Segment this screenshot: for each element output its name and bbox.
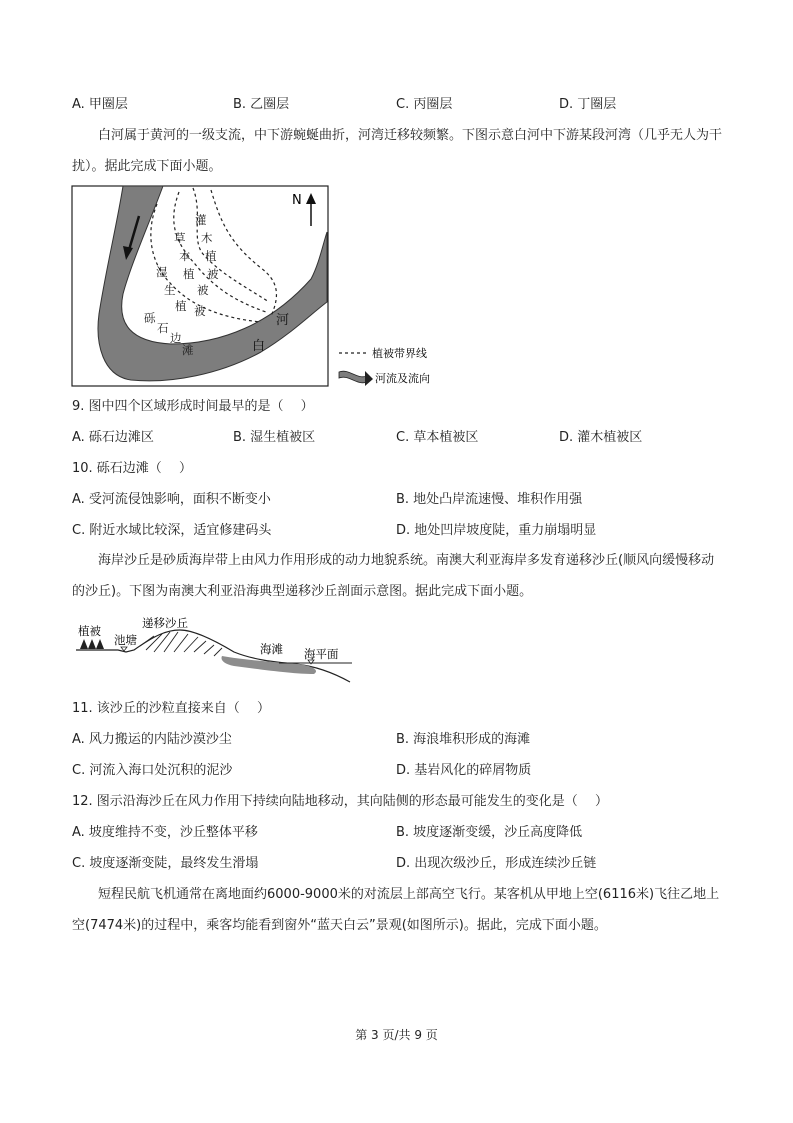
beach-label: 海滩 xyxy=(260,642,283,656)
q11-option-d: D. 基岩风化的碎屑物质 xyxy=(396,763,532,778)
q8-option-a: A. 甲圈层 xyxy=(72,97,128,112)
q9-option-c: C. 草本植被区 xyxy=(396,430,479,445)
q12-option-d: D. 出现次级沙丘，形成连续沙丘链 xyxy=(396,856,597,871)
gravel-char-2: 石 xyxy=(157,321,169,335)
trees-icon xyxy=(80,639,104,649)
q10-option-a: A. 受河流侵蚀影响，面积不断变小 xyxy=(72,492,271,507)
vegetation-label: 植被 xyxy=(78,624,101,638)
legend-river-icon xyxy=(339,371,373,386)
river-name-char-2: 白 xyxy=(252,339,266,354)
q9-option-d: D. 灌木植被区 xyxy=(559,430,643,445)
q10-option-d: D. 地处凹岸坡度陡，重力崩塌明显 xyxy=(396,523,597,538)
dune-profile-diagram xyxy=(74,612,354,688)
passage-aircraft: 短程民航飞机通常在离地面约6000-9000米的对流层上部高空飞行。某客机从甲地上空(6116米)飞往乙地上空(7474米)的过程中，乘客均能看到窗外“蓝天白云”景观(如图所示)。据此，完成下面小题。 xyxy=(72,887,720,933)
q12-stem: 12. 图示沿海沙丘在风力作用下持续向陆地移动，其向陆侧的形态最可能发生的变化是（ ） xyxy=(72,794,608,809)
q11-option-c: C. 河流入海口处沉积的泥沙 xyxy=(72,763,233,778)
q11-stem: 11. 该沙丘的沙粒直接来自（ ） xyxy=(72,701,270,716)
herb-char-1: 草 xyxy=(174,231,186,245)
river-bend-map xyxy=(71,184,451,389)
q12-option-c: C. 坡度逐渐变陡，最终发生滑塌 xyxy=(72,856,259,871)
q9-option-a: A. 砾石边滩区 xyxy=(72,430,154,445)
gravel-char-4: 滩 xyxy=(182,343,194,357)
wet-char-2: 生 xyxy=(164,283,176,297)
herb-char-2: 本 xyxy=(179,249,191,263)
beach-deposit xyxy=(222,656,317,674)
q11-option-b: B. 海浪堆积形成的海滩 xyxy=(396,732,531,747)
pond-label: 池塘 xyxy=(114,633,137,647)
shrub-char-1: 灌 xyxy=(195,213,207,227)
wet-char-3: 植 xyxy=(175,299,187,313)
passage-river: 白河属于黄河的一级支流，中下游蜿蜒曲折，河湾迁移较频繁。下图示意白河中下游某段河湾（几乎无人为干扰）。据此完成下面小题。 xyxy=(72,128,723,174)
river-name-char-1: 河 xyxy=(276,313,290,328)
north-label: N xyxy=(292,193,302,208)
legend-boundary-label: 植被带界线 xyxy=(372,347,427,360)
q9-stem: 9. 图中四个区域形成时间最早的是（ ） xyxy=(72,399,314,414)
dune-hatching xyxy=(140,632,222,656)
q9-option-b: B. 湿生植被区 xyxy=(233,430,316,445)
dune-label: 递移沙丘 xyxy=(142,616,188,630)
q8-option-d: D. 丁圈层 xyxy=(559,97,617,112)
q10-option-c: C. 附近水域比较深，适宜修建码头 xyxy=(72,523,272,538)
sea-level-label: 海平面 xyxy=(304,647,339,661)
q11-option-a: A. 风力搬运的内陆沙漠沙尘 xyxy=(72,732,232,747)
wet-char-4: 被 xyxy=(194,304,206,318)
q12-option-b: B. 坡度逐渐变缓，沙丘高度降低 xyxy=(396,825,583,840)
gravel-char-3: 边 xyxy=(170,331,182,345)
q10-option-b: B. 地处凸岸流速慢、堆积作用强 xyxy=(396,492,583,507)
q12-option-a: A. 坡度维持不变，沙丘整体平移 xyxy=(72,825,258,840)
page-number: 第 3 页/共 9 页 xyxy=(355,1028,438,1042)
shrub-char-3: 植 xyxy=(205,249,217,263)
wet-char-1: 湿 xyxy=(156,265,168,279)
shrub-char-4: 被 xyxy=(207,267,219,281)
passage-dune: 海岸沙丘是砂质海岸带上由风力作用形成的动力地貌系统。南澳大利亚海岸多发育递移沙丘(顺风向缓慢移动的沙丘)。下图为南澳大利亚沿海典型递移沙丘剖面示意图。据此完成下面小题。 xyxy=(72,553,715,599)
herb-char-4: 被 xyxy=(197,283,209,297)
q8-option-b: B. 乙圈层 xyxy=(233,97,290,112)
q10-stem: 10. 砾石边滩（ ） xyxy=(72,461,192,476)
legend-river-label: 河流及流向 xyxy=(375,372,430,385)
shrub-char-2: 木 xyxy=(201,231,213,245)
gravel-char-1: 砾 xyxy=(144,311,156,325)
herb-char-3: 植 xyxy=(183,267,195,281)
q8-option-c: C. 丙圈层 xyxy=(396,97,453,112)
